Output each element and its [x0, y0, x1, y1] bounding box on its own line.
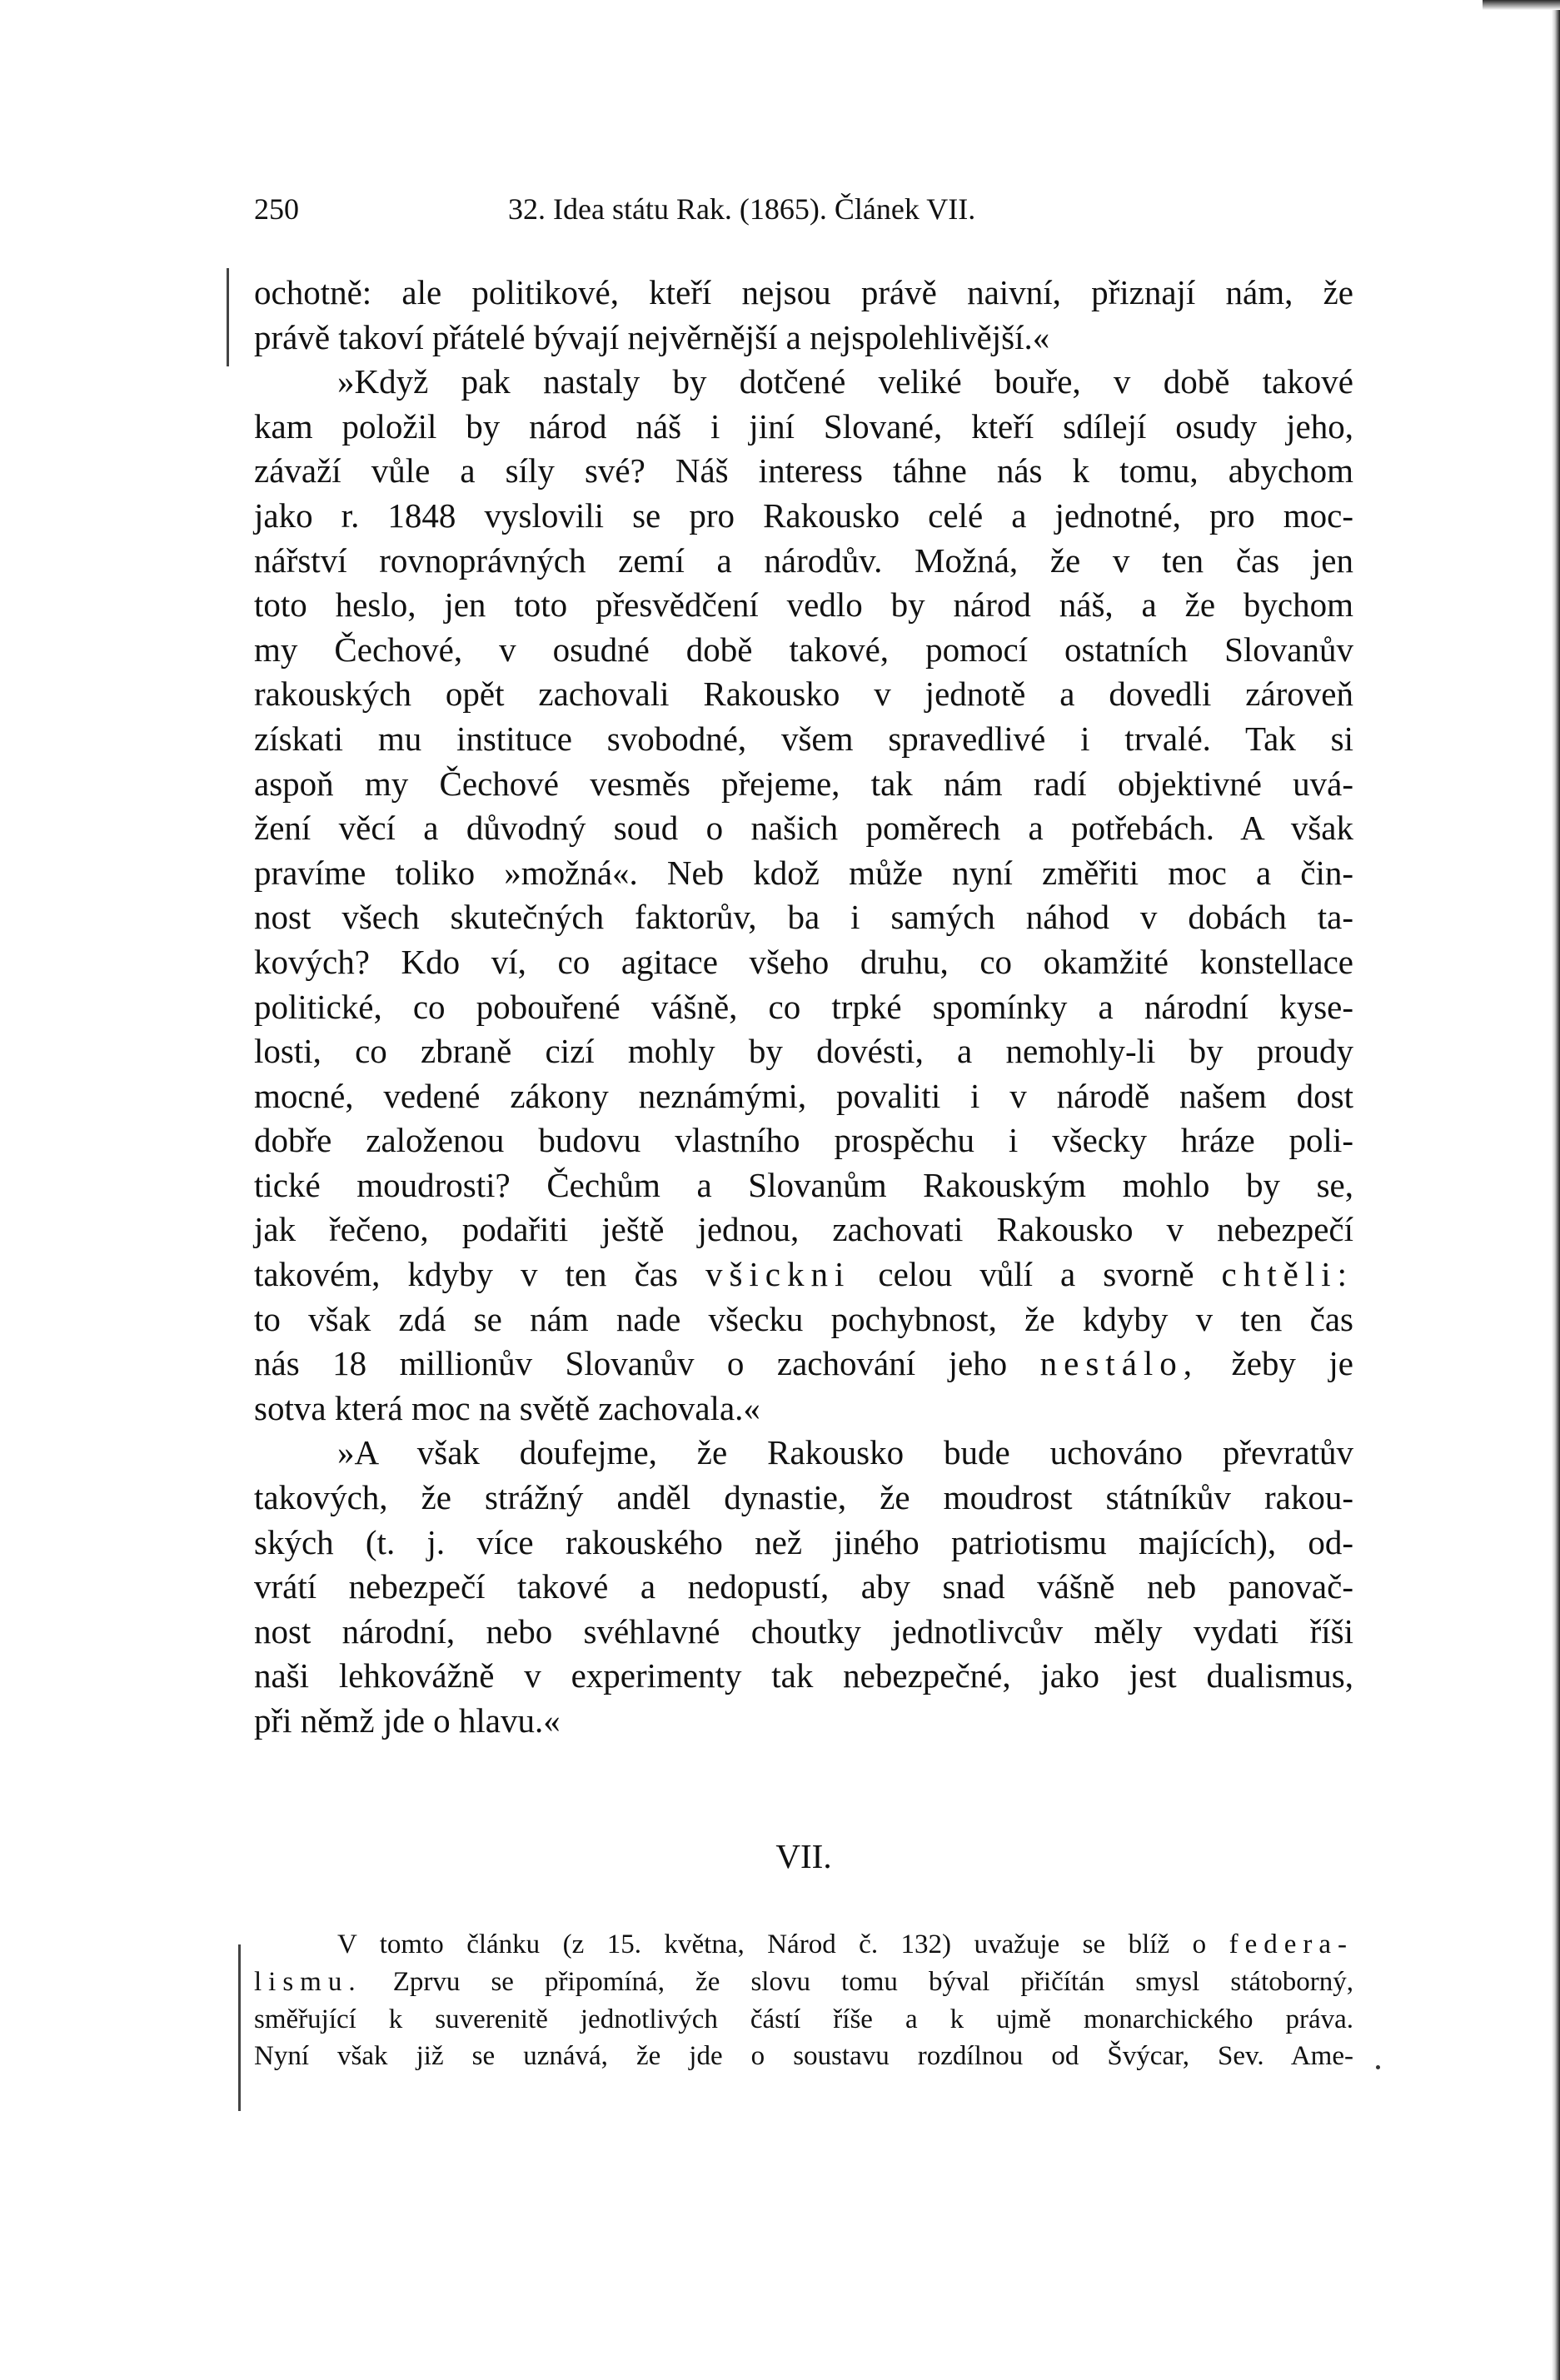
- text-line: to však zdá se nám nade všecku pochybnost, že kdyby v ten čas: [254, 1299, 1353, 1338]
- text-line: my Čechové, v osudné době takové, pomocí ostatních Slovanův: [254, 630, 1353, 669]
- text-line: losti, co zbraně cizí mohly by dovésti, a nemohly-li by proudy: [254, 1032, 1353, 1071]
- text-line: ochotně: ale politikové, kteří nejsou právě naivní, přiznají nám, že: [254, 273, 1353, 311]
- text-line: při němž jde o hlavu.«: [254, 1701, 561, 1740]
- text-fragment: žeby je: [1199, 1344, 1353, 1383]
- note-line: [254, 1964, 1353, 2001]
- text-line: rakouských opět zachovali Rakousko v jednotě a dovedli zároveň: [254, 675, 1353, 714]
- text-line: toto heslo, jen toto přesvědčení vedlo by národ náš, a že bychom: [254, 585, 1353, 625]
- text-line: pravíme toliko »možná«. Neb kdož může nyní změřiti moc a čin-: [254, 853, 1353, 892]
- margin-pencil-mark: [238, 1944, 241, 2111]
- text-line: závaží vůle a síly své? Náš interess táhne nás k tomu, abychom: [254, 451, 1353, 490]
- text-line: aspoň my Čechové vesměs přejeme, tak nám radí objektivné uvá-: [254, 764, 1353, 803]
- text-line: dobře založenou budovu vlastního prospěchu i všecky hráze poli-: [254, 1121, 1353, 1160]
- text-line: nost národní, nebo svéhlavné choutky jednotlivcův měly vydati říši: [254, 1611, 1353, 1651]
- text-line-with-spaced-words: [254, 1252, 1353, 1297]
- running-title: 32. Idea státu Rak. (1865). Článek VII.: [508, 192, 976, 226]
- text-line: tické moudrosti? Čechům a Slovanům Rakouským mohlo by se,: [254, 1165, 1353, 1204]
- page-header: [254, 192, 1353, 241]
- page-number: 250: [254, 192, 299, 226]
- text-line: kových? Kdo ví, co agitace všeho druhu, co okamžité konstellace: [254, 942, 1353, 981]
- text-line: takových, že strážný anděl dynastie, že moudrost státníkův rakou-: [254, 1478, 1353, 1517]
- body-text: [254, 271, 1353, 1744]
- note-line: [254, 1926, 1353, 1964]
- text-fragment: nás 18 millionův Slovanův o zachování jeho: [254, 1344, 1040, 1383]
- margin-pencil-mark: [227, 268, 229, 366]
- spaced-emphasis: chtěli:: [1221, 1255, 1354, 1294]
- text-fragment: V tomto článku (z 15. května, Národ č. 132) uvažuje se blíž o: [337, 1929, 1229, 1959]
- editorial-note: [254, 1926, 1353, 2075]
- text-line: kam položil by národ náš i jiní Slované, kteří sdílejí osudy jeho,: [254, 406, 1353, 446]
- text-line: ských (t. j. více rakouského než jiného patriotismu majících), od-: [254, 1522, 1353, 1561]
- note-line: směřující k suverenitě jednotlivých částí říše a k ujmě monarchického práva.: [254, 2004, 1353, 2034]
- text-line: »Když pak nastaly by dotčené veliké bouře, v době takové: [337, 362, 1353, 401]
- page-edge-shadow: [1552, 0, 1560, 2380]
- text-line: mocné, vedené zákony neznámými, povaliti i v národě našem dost: [254, 1076, 1353, 1115]
- spaced-emphasis: všickni: [705, 1255, 851, 1294]
- spaced-emphasis: federa-: [1229, 1929, 1353, 1959]
- spaced-emphasis: nestálo,: [1039, 1344, 1199, 1383]
- text-line: právě takoví přátelé bývají nejvěrnější a nejspolehlivější.«: [254, 317, 1050, 356]
- margin-dot-mark: [1376, 2065, 1380, 2069]
- page-corner-shadow: [1483, 0, 1560, 10]
- text-line: žení věcí a důvodný soud o našich poměrech a potřebách. A však: [254, 809, 1353, 848]
- text-line: jak řečeno, podařiti ještě jednou, zachovati Rakousko v nebezpečí: [254, 1210, 1353, 1249]
- spaced-emphasis: lismu.: [254, 1966, 362, 1997]
- text-fragment: celou vůlí a svorně: [850, 1255, 1222, 1294]
- text-fragment: takovém, kdyby v ten čas: [254, 1255, 705, 1294]
- text-line-with-spaced-words: [254, 1342, 1353, 1387]
- text-line: politické, co pobouřené vášně, co trpké spomínky a národní kyse-: [254, 987, 1353, 1026]
- note-line: Nyní však již se uznává, že jde o soustavu rozdílnou od Švýcar, Sev. Ame-: [254, 2041, 1353, 2072]
- text-line: vrátí nebezpečí takové a nedopustí, aby snad vášně neb panovač-: [254, 1567, 1353, 1606]
- text-line: nářství rovnoprávných zemí a národův. Možná, že v ten čas jen: [254, 540, 1353, 580]
- text-line: »A však doufejme, že Rakousko bude uchováno převratův: [337, 1433, 1353, 1472]
- text-line: nost všech skutečných faktorův, ba i samých náhod v dobách ta-: [254, 898, 1353, 937]
- text-fragment: Zprvu se připomíná, že slovu tomu býval přičítán smysl státoborný,: [361, 1966, 1353, 1997]
- text-line: jako r. 1848 vyslovili se pro Rakousko celé a jednotné, pro moc-: [254, 495, 1353, 535]
- text-line: získati mu instituce svobodné, všem spravedlivé i trvalé. Tak si: [254, 719, 1353, 758]
- section-heading: VII.: [775, 1837, 832, 1875]
- text-line: naši lehkovážně v experimenty tak nebezpečné, jako jest dualismus,: [254, 1656, 1353, 1695]
- text-line: sotva která moc na světě zachovala.«: [254, 1388, 760, 1427]
